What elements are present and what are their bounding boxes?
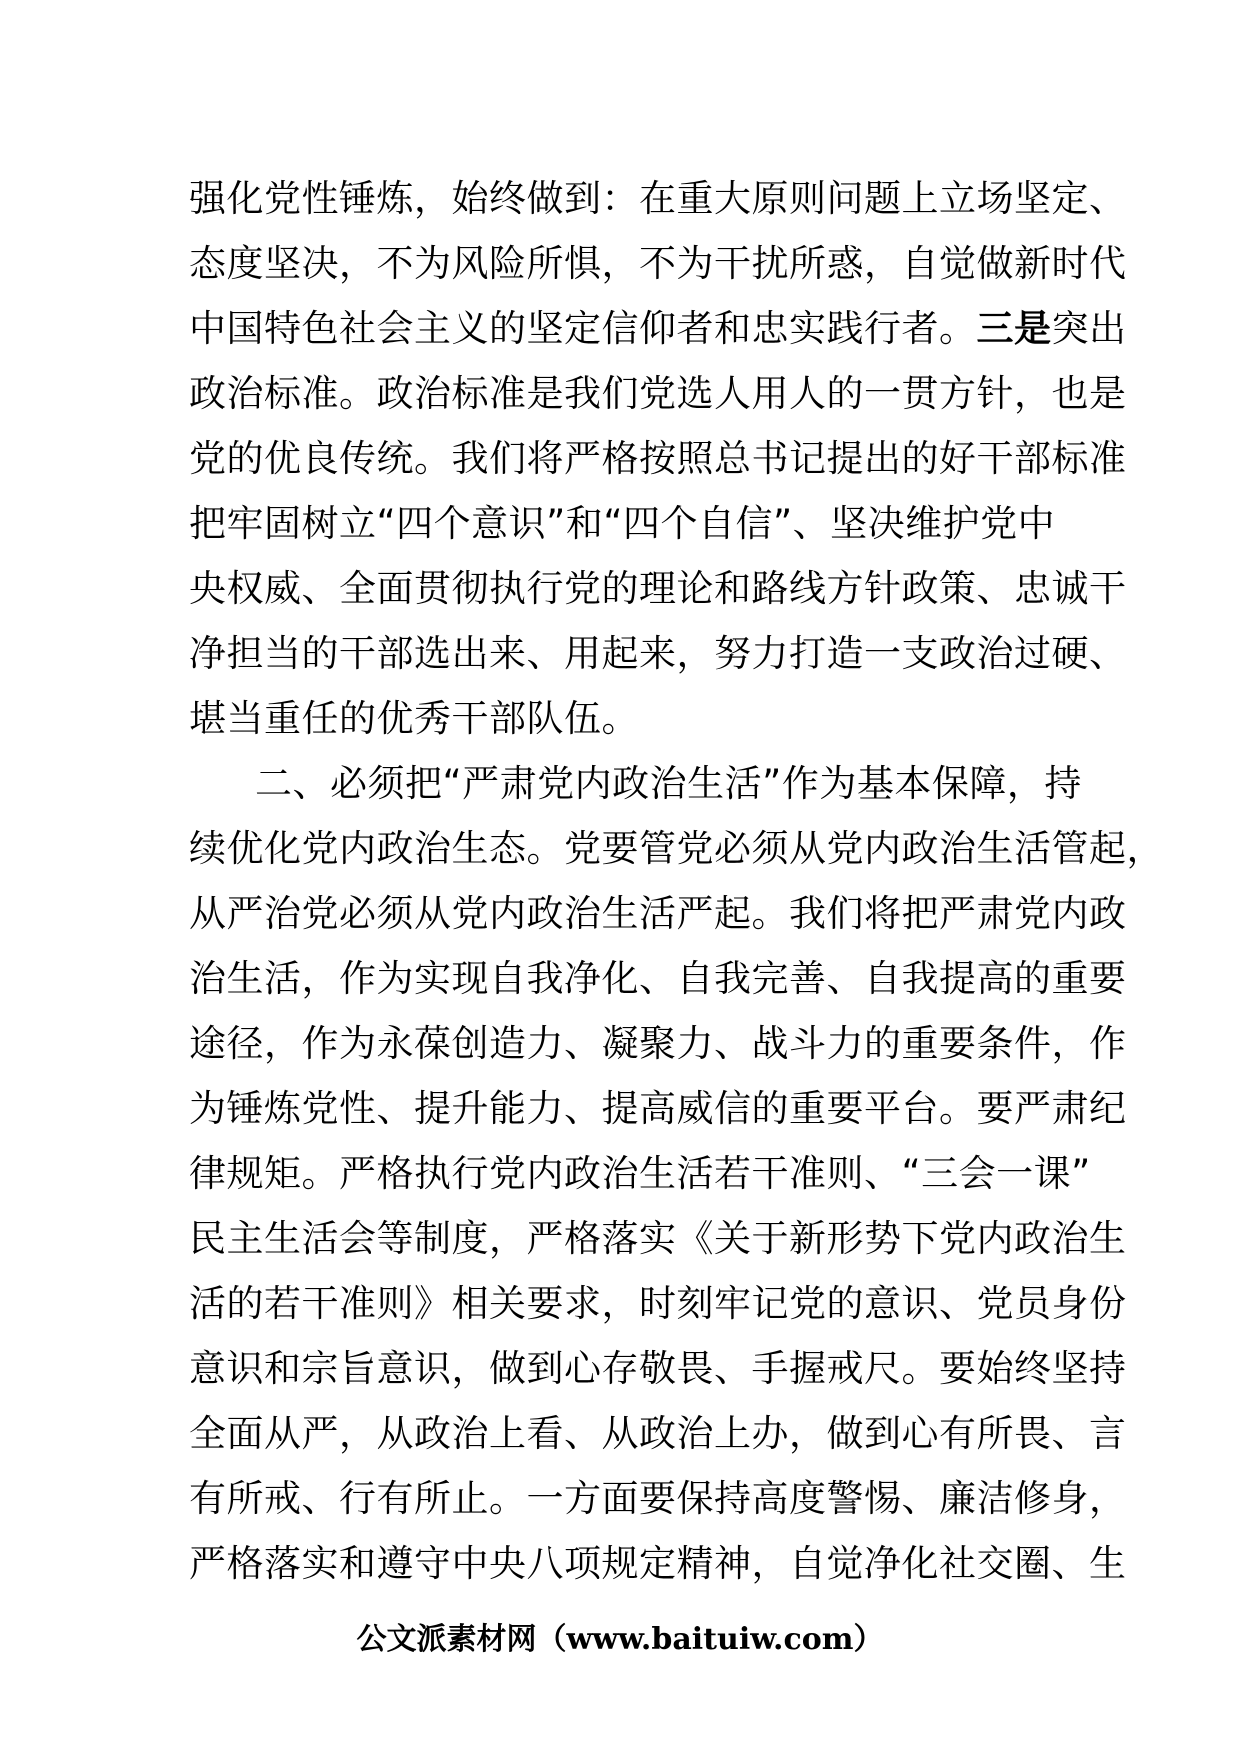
document-body [189,166,1164,1596]
text-line: 党的优良传统。我们将严格按照总书记提出的好干部标准 [189,437,1127,480]
text-line: 途径，作为永葆创造力、凝聚力、战斗力的重要条件，作 [189,1022,1127,1065]
text-line: 从严治党必须从党内政治生活严起。我们将把严肃党内政 [189,892,1127,935]
text-segment: 突出 [1051,307,1127,350]
text-line: 央权威、全面贯彻执行党的理论和路线方针政策、忠诚干 [189,567,1127,610]
bold-heading-marker: 三是 [976,307,1052,350]
text-line: 政治标准。政治标准是我们党选人用人的一贯方针，也是 [189,372,1127,415]
text-line: 民主生活会等制度，严格落实《关于新形势下党内政治生 [189,1217,1127,1260]
text-line: 为锤炼党性、提升能力、提高威信的重要平台。要严肃纪 [189,1087,1127,1130]
text-line: 堪当重任的优秀干部队伍。 [189,697,639,740]
footer-watermark: 公文派素材网（www.baituiw.com） [356,1622,884,1657]
text-line [189,296,1127,361]
text-line: 把牢固树立“四个意识”和“四个自信”、坚决维护党中 [189,502,1056,545]
text-line: 治生活，作为实现自我净化、自我完善、自我提高的重要 [189,957,1127,1000]
text-line: 强化党性锤炼，始终做到：在重大原则问题上立场坚定、 [189,177,1127,220]
text-line: 净担当的干部选出来、用起来，努力打造一支政治过硬、 [189,632,1127,675]
text-line: 律规矩。严格执行党内政治生活若干准则、“三会一课” [189,1152,1091,1195]
section-heading-line: 二、必须把“严肃党内政治生活”作为基本保障，持 [255,762,1082,805]
text-line: 有所戒、行有所止。一方面要保持高度警惕、廉洁修身， [189,1477,1127,1520]
text-line: 全面从严，从政治上看、从政治上办，做到心有所畏、言 [189,1412,1127,1455]
text-line: 活的若干准则》相关要求，时刻牢记党的意识、党员身份 [189,1282,1127,1325]
text-line: 续优化党内政治生态。党要管党必须从党内政治生活管起， [189,827,1164,870]
text-line: 严格落实和遵守中央八项规定精神，自觉净化社交圈、生 [189,1542,1127,1585]
text-line: 态度坚决，不为风险所惧，不为干扰所惑，自觉做新时代 [189,242,1127,285]
text-line: 意识和宗旨意识，做到心存敬畏、手握戒尺。要始终坚持 [189,1347,1127,1390]
text-segment: 中国特色社会主义的坚定信仰者和忠实践行者。 [189,307,977,350]
